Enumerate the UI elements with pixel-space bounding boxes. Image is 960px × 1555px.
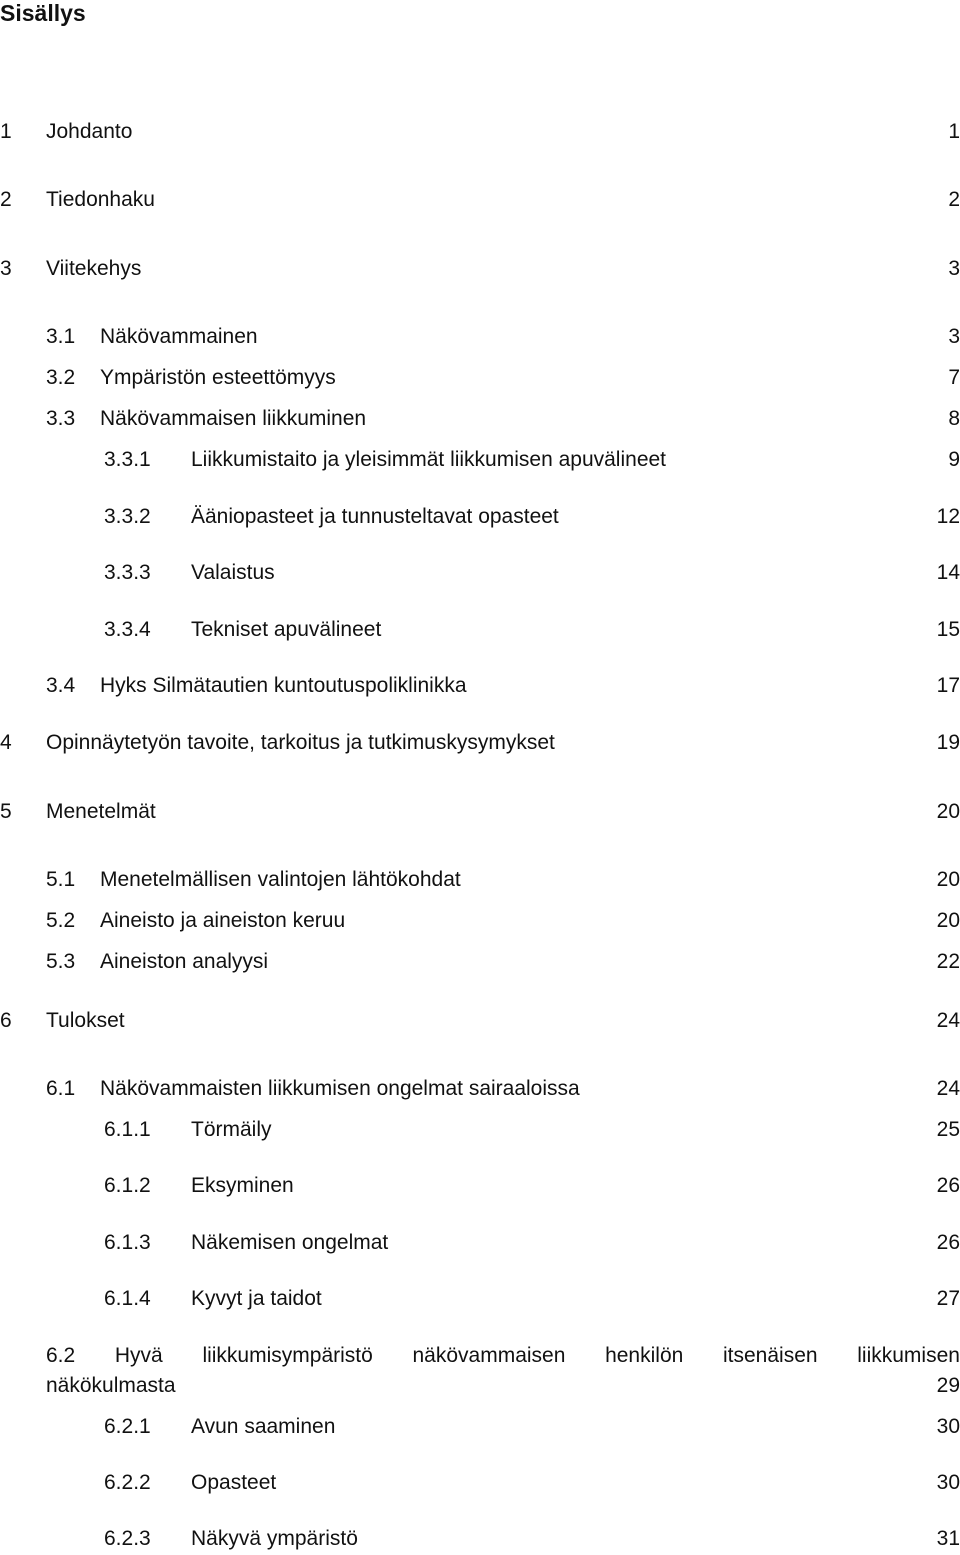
toc-entry-title: Opinnäytetyön tavoite, tarkoitus ja tutkimuskysymykset — [46, 731, 555, 754]
toc-entry-title: Näkövammaisten liikkumisen ongelmat sairaaloissa — [100, 1077, 580, 1100]
toc-entry[interactable] — [0, 186, 960, 214]
toc-entry-number: 3 — [0, 257, 12, 280]
toc-entry-page: 3 — [948, 257, 960, 280]
toc-entry-number: 3.3.1 — [104, 448, 151, 471]
toc-entry-number: 6.2 — [46, 1344, 76, 1367]
toc-entry-title: Tekniset apuvälineet — [191, 618, 382, 641]
toc-entry[interactable] — [0, 1525, 960, 1553]
toc-entry-page: 25 — [936, 1118, 960, 1141]
toc-entry-page: 27 — [936, 1287, 960, 1310]
toc-entry-page: 20 — [936, 800, 960, 823]
toc-entry-title: Tulokset — [46, 1009, 125, 1032]
toc-entry-title: Tiedonhaku — [46, 188, 155, 211]
toc-entry-page: 29 — [936, 1374, 960, 1397]
toc-entry-title: Aineiston analyysi — [100, 950, 269, 973]
toc-entry-word: henkilön — [605, 1344, 684, 1367]
toc-entry-page: 12 — [936, 505, 960, 528]
toc-entry-title: Näkövammaisen liikkuminen — [100, 407, 367, 430]
toc-entry-number: 5 — [0, 800, 12, 823]
toc-entry[interactable] — [0, 1007, 960, 1035]
toc-entry-number: 5.3 — [46, 950, 76, 973]
toc-entry-number: 2 — [0, 188, 12, 211]
toc-entry-number: 6.2.2 — [104, 1471, 151, 1494]
toc-entry-page: 2 — [948, 188, 960, 211]
toc-entry-number: 6 — [0, 1009, 12, 1032]
toc-entry-title: Aineisto ja aineiston keruu — [100, 909, 346, 932]
toc-entry-page: 1 — [948, 120, 960, 143]
toc-entry[interactable] — [0, 446, 960, 474]
toc-entry-title: Johdanto — [46, 120, 133, 143]
toc-entry-word: liikkumisympäristö — [202, 1344, 373, 1367]
toc-entry-word: liikkumisen — [857, 1344, 960, 1367]
toc-entry-page: 9 — [948, 448, 960, 471]
toc-entry-title: Opasteet — [191, 1471, 277, 1494]
toc-entry-page: 8 — [948, 407, 960, 430]
page-title: Sisällys — [0, 0, 86, 26]
toc-entry-number: 3.1 — [46, 325, 76, 348]
toc-entry-word: itsenäisen — [723, 1344, 818, 1367]
toc-entry-word: näkövammaisen — [412, 1344, 566, 1367]
toc-entry-page: 24 — [936, 1009, 960, 1032]
toc-entry-title: Eksyminen — [191, 1174, 294, 1197]
toc-entry-word: näkökulmasta — [46, 1374, 176, 1397]
toc-entry[interactable] — [0, 503, 960, 531]
toc-entry[interactable] — [0, 364, 960, 392]
toc-entry-page: 7 — [948, 366, 960, 389]
toc-entry-number: 3.3.3 — [104, 561, 151, 584]
toc-entry[interactable] — [0, 866, 960, 894]
toc-entry-title: Avun saaminen — [191, 1415, 336, 1438]
toc-entry-number: 3.3 — [46, 407, 76, 430]
toc-entry-number: 6.1.1 — [104, 1118, 151, 1141]
toc-entry[interactable] — [0, 1075, 960, 1103]
toc-entry-number: 4 — [0, 731, 12, 754]
toc-entry-title: Ääniopasteet ja tunnusteltavat opasteet — [191, 505, 559, 528]
toc-entry-title: Kyvyt ja taidot — [191, 1287, 322, 1310]
toc-entry-title: Menetelmällisen valintojen lähtökohdat — [100, 868, 461, 891]
toc-entry-page: 30 — [936, 1415, 960, 1438]
toc-entry-title: Hyks Silmätautien kuntoutuspoliklinikka — [100, 674, 467, 697]
toc-entry[interactable] — [0, 255, 960, 283]
toc-entry[interactable] — [0, 798, 960, 826]
toc-entry-title: Näkyvä ympäristö — [191, 1527, 358, 1550]
toc-entry-page: 14 — [936, 561, 960, 584]
toc-entry-number: 5.2 — [46, 909, 76, 932]
toc-entry-page: 3 — [948, 325, 960, 348]
toc-entry-page: 17 — [936, 674, 960, 697]
toc-entry[interactable] — [0, 1285, 960, 1313]
toc-entry-word: Hyvä — [114, 1344, 163, 1367]
toc-entry-number: 6.1.2 — [104, 1174, 151, 1197]
toc-entry-number: 1 — [0, 120, 12, 143]
toc-entry-title: Viitekehys — [46, 257, 142, 280]
toc-entry-title: Näkövammainen — [100, 325, 258, 348]
toc-entry-number: 6.1 — [46, 1077, 76, 1100]
toc-entry[interactable] — [0, 323, 960, 351]
toc-entry-title: Menetelmät — [46, 800, 156, 823]
toc-entry-page: 26 — [936, 1174, 960, 1197]
toc-entry-title: Ympäristön esteettömyys — [100, 366, 336, 389]
toc-entry[interactable] — [0, 1229, 960, 1257]
toc-entry-number: 6.2.1 — [104, 1415, 151, 1438]
toc-entry[interactable] — [0, 1469, 960, 1497]
toc-entry-page: 20 — [936, 868, 960, 891]
toc-entry[interactable] — [0, 907, 960, 935]
toc-entry-number: 5.1 — [46, 868, 76, 891]
toc-entry-number: 6.1.3 — [104, 1231, 151, 1254]
toc-entry-title: Liikkumistaito ja yleisimmät liikkumisen apuvälineet — [191, 448, 667, 471]
toc-entry-number: 3.4 — [46, 674, 76, 697]
toc-entry-page: 24 — [936, 1077, 960, 1100]
toc-entry-number: 6.2.3 — [104, 1527, 151, 1550]
toc-entry[interactable] — [0, 1116, 960, 1144]
toc-entry[interactable] — [0, 405, 960, 433]
toc-entry-title-line2 — [46, 1371, 960, 1401]
toc-entry-number: 3.3.4 — [104, 618, 151, 641]
toc-entry-page: 15 — [936, 618, 960, 641]
toc-entry[interactable] — [0, 729, 960, 757]
toc-entry[interactable] — [0, 559, 960, 587]
toc-entry[interactable] — [0, 1413, 960, 1441]
toc-entry-number: 3.3.2 — [104, 505, 151, 528]
toc-entry-title-line1 — [46, 1341, 960, 1371]
toc-entry[interactable] — [0, 616, 960, 644]
toc-entry-page: 22 — [936, 950, 960, 973]
toc-entry[interactable] — [0, 948, 960, 976]
toc-entry-number: 6.1.4 — [104, 1287, 151, 1310]
toc-entry-page: 19 — [936, 731, 960, 754]
toc-entry-number: 3.2 — [46, 366, 76, 389]
toc-entry[interactable] — [0, 118, 960, 146]
toc-entry-wrapped[interactable] — [46, 1341, 960, 1401]
toc-entry[interactable] — [0, 672, 960, 700]
toc-entry-title: Näkemisen ongelmat — [191, 1231, 389, 1254]
toc-entry-page: 20 — [936, 909, 960, 932]
toc-entry-page: 26 — [936, 1231, 960, 1254]
toc-entry-page: 31 — [936, 1527, 960, 1550]
toc-entry-title: Valaistus — [191, 561, 275, 584]
toc-entry-title: Törmäily — [191, 1118, 272, 1141]
toc-entry-page: 30 — [936, 1471, 960, 1494]
toc-entry[interactable] — [0, 1172, 960, 1200]
